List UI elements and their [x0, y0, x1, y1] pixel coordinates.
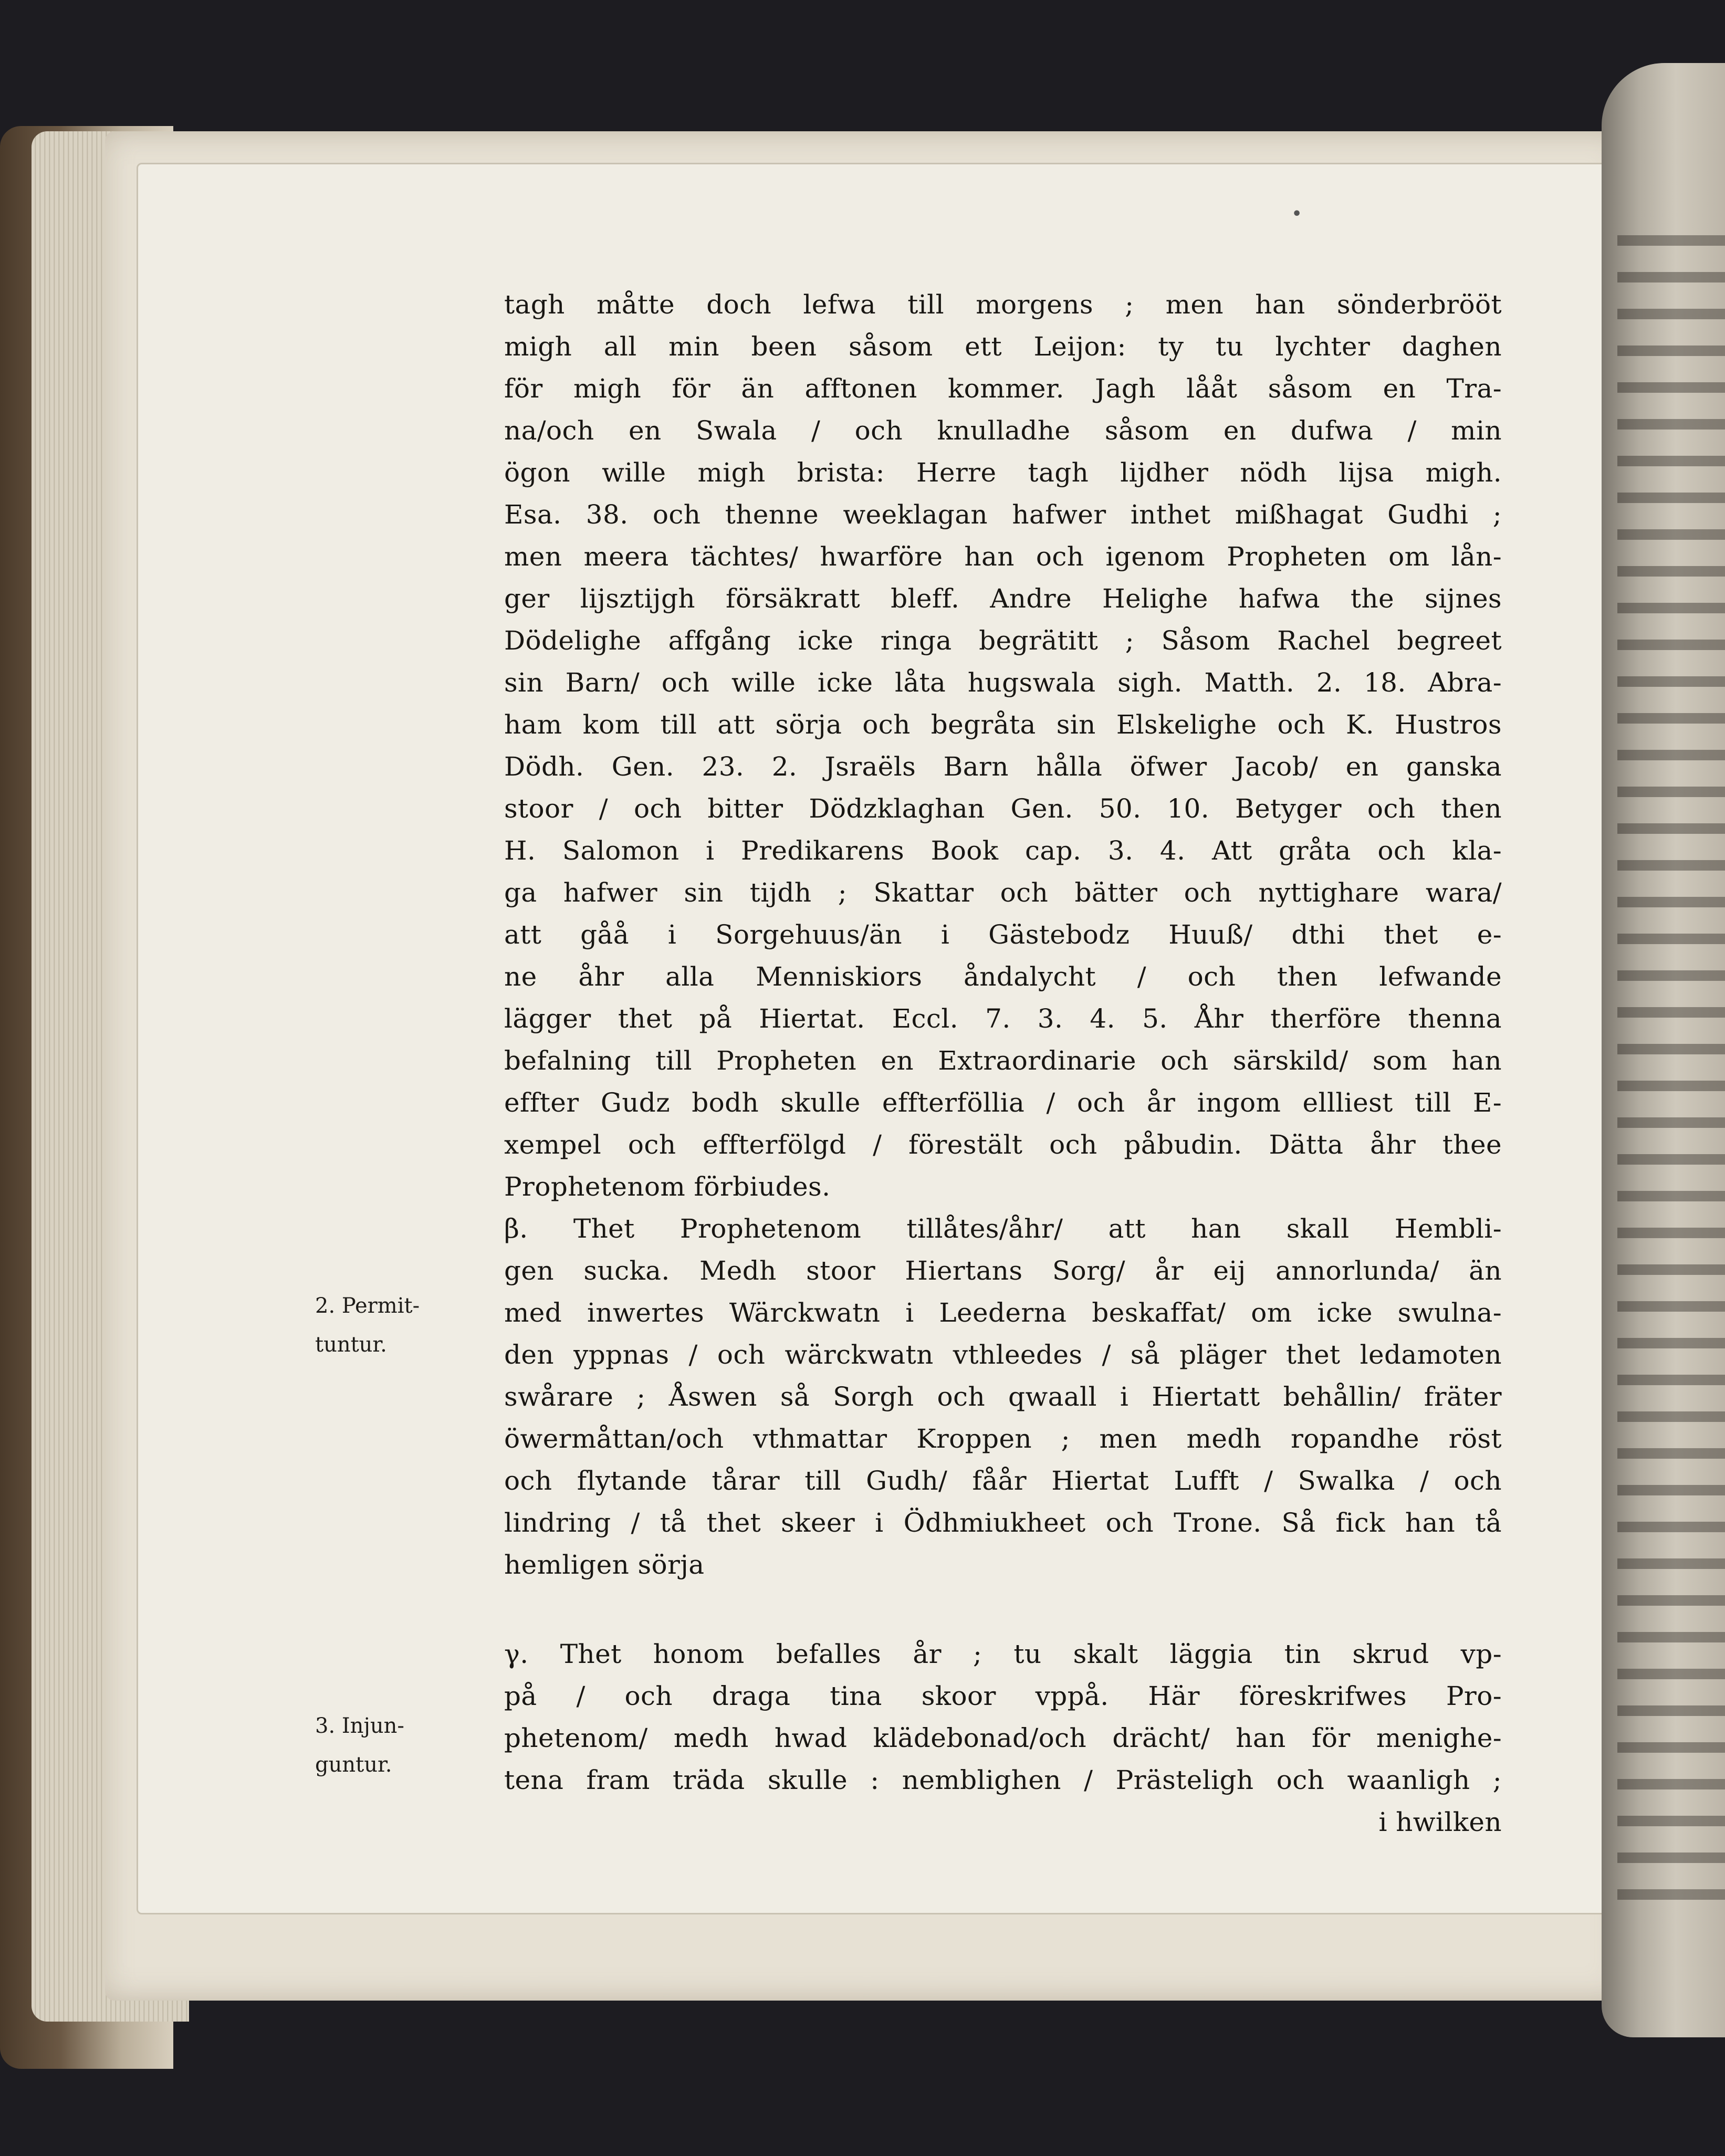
margin-note-permittuntur: [315, 1286, 488, 1364]
text-line: β. Thet Prophetenom tillåtes/åhr/ att han skall Hembli-: [504, 1213, 1502, 1244]
text-line: migh all min been såsom ett Leijon: ty tu lychter daghen: [504, 331, 1502, 362]
text-line: tena fram träda skulle : nemblighen / Prästeligh och waanligh ;: [504, 1765, 1502, 1795]
text-line: H. Salomon i Predikarens Book cap. 3. 4. Att gråta och kla-: [504, 835, 1502, 866]
text-line: Prophetenom förbiudes.: [504, 1171, 831, 1202]
margin-note-injunguntur: [315, 1707, 488, 1784]
text-line: lindring / tå thet skeer i Ödhmiukheet och Trone. Så fick han tå: [504, 1508, 1502, 1538]
text-line: ger lijsztijgh försäkratt bleff. Andre Helighe hafwa the sijnes: [504, 583, 1502, 614]
text-line: på / och draga tina skoor vppå. Här föreskrifwes Pro-: [504, 1681, 1502, 1711]
text-line: och flytande tårar till Gudh/ fåår Hiertat Lufft / Swalka / och: [504, 1466, 1502, 1496]
text-line: den yppnas / och wärckwatn vthleedes / så pläger thet ledamoten: [504, 1339, 1502, 1370]
margin-note-text: 3. Injun- guntur.: [315, 1714, 404, 1777]
text-line: öwermåttan/och vthmattar Kroppen ; men medh ropandhe röst: [504, 1424, 1502, 1454]
text-line: Dödh. Gen. 23. 2. Jsraëls Barn hålla öfwer Jacob/ en ganska: [504, 751, 1502, 782]
text-line: Dödelighe affgång icke ringa begrätitt ; Såsom Rachel begreet: [504, 625, 1502, 656]
text-line: stoor / och bitter Dödzklaghan Gen. 50. 10. Betyger och then: [504, 793, 1502, 824]
margin-note-text: 2. Permit- tuntur.: [315, 1294, 420, 1357]
text-line: sin Barn/ och wille icke låta hugswala sigh. Matth. 2. 18. Abra-: [504, 667, 1502, 698]
text-line: xempel och effterfölgd / förestält och påbudin. Dätta åhr thee: [504, 1129, 1502, 1160]
main-text-block: [504, 284, 1502, 1843]
adjacent-page: [1602, 63, 1725, 2037]
text-line: lägger thet på Hiertat. Eccl. 7. 3. 4. 5. Åhr therföre thenna: [504, 1003, 1502, 1034]
text-line: att gåå i Sorgehuus/än i Gästebodz Huuß/ dthi thet e-: [504, 919, 1502, 950]
text-line: hemligen sörja: [504, 1550, 705, 1580]
text-line: effter Gudz bodh skulle effterföllia / och år ingom ellliest till E-: [504, 1087, 1502, 1118]
text-line: ne åhr alla Menniskiors åndalycht / och then lefwande: [504, 961, 1502, 992]
adjacent-page-text: [1617, 221, 1725, 1901]
paragraph-gap: [504, 1586, 1502, 1633]
text-line: med inwertes Wärckwatn i Leederna beskaffat/ om icke swulna-: [504, 1297, 1502, 1328]
text-line: för migh för än afftonen kommer. Jagh lååt såsom en Tra-: [504, 373, 1502, 404]
text-line: na/och en Swala / och knulladhe såsom en dufwa / min: [504, 415, 1502, 446]
text-line: ham kom till att sörja och begråta sin Elskelighe och K. Hustros: [504, 709, 1502, 740]
text-line: phetenom/ medh hwad klädebonad/och drächt/ han för menighe-: [504, 1723, 1502, 1753]
page-mark: •: [1292, 205, 1302, 223]
catchword: i hwilken: [1378, 1807, 1502, 1837]
text-line: Esa. 38. och thenne weeklagan hafwer inthet mißhagat Gudhi ;: [504, 499, 1502, 530]
text-line: gen sucka. Medh stoor Hiertans Sorg/ år eij annorlunda/ än: [504, 1255, 1502, 1286]
text-line: befalning till Propheten en Extraordinarie och särskild/ som han: [504, 1045, 1502, 1076]
text-line: swårare ; Åswen så Sorgh och qwaall i Hiertatt behållin/ fräter: [504, 1381, 1502, 1412]
text-line: γ. Thet honom befalles år ; tu skalt läggia tin skrud vp-: [504, 1639, 1502, 1669]
text-line: ga hafwer sin tijdh ; Skattar och bätter och nyttighare wara/: [504, 877, 1502, 908]
text-line: ögon wille migh brista: Herre tagh lijdher nödh lijsa migh.: [504, 457, 1502, 488]
text-line: tagh måtte doch lefwa till morgens ; men han sönderbrööt: [504, 289, 1502, 320]
text-line: men meera tächtes/ hwarföre han och igenom Propheten om lån-: [504, 541, 1502, 572]
